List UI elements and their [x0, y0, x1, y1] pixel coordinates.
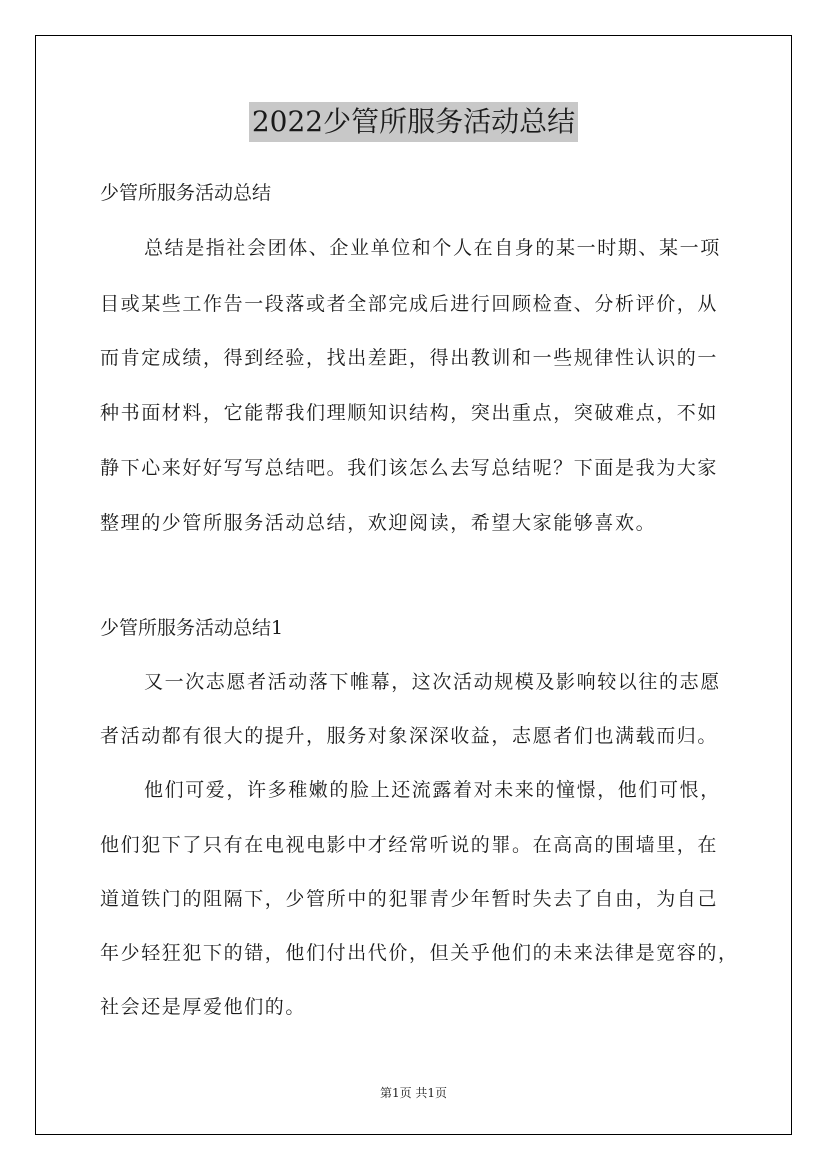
- section1-p1-line-2: 者活动都有很大的提升，服务对象深深收益，志愿者们也满载而归。: [100, 725, 719, 747]
- section1-heading: 少管所服务活动总结1: [100, 617, 284, 639]
- intro-line-4: 种书面材料，它能帮我们理顺知识结构，突出重点，突破难点，不如: [100, 402, 719, 424]
- section1-p2-line-3: 道道铁门的阻隔下，少管所中的犯罪青少年暂时失去了自由，为自己: [100, 888, 719, 910]
- intro-line-1: 总结是指社会团体、企业单位和个人在自身的某一时期、某一项: [144, 237, 721, 259]
- section1-p2-line-4: 年少轻狂犯下的错，他们付出代价，但关乎他们的未来法律是宽容的，: [100, 942, 739, 964]
- intro-line-6: 整理的少管所服务活动总结，欢迎阅读，希望大家能够喜欢。: [100, 512, 657, 534]
- section1-p2-line-1: 他们可爱，许多稚嫩的脸上还流露着对未来的憧憬，他们可恨，: [144, 779, 721, 801]
- section1-p1-line-1: 又一次志愿者活动落下帷幕，这次活动规模及影响较以往的志愿: [144, 671, 721, 693]
- page-footer: 第1页 共1页: [379, 1086, 448, 1100]
- section1-p2-line-2: 他们犯下了只有在电视电影中才经常听说的罪。在高高的围墙里，在: [100, 834, 719, 856]
- intro-line-5: 静下心来好好写写总结吧。我们该怎么去写总结呢？下面是我为大家: [100, 457, 719, 479]
- intro-line-2: 目或某些工作告一段落或者全部完成后进行回顾检查、分析评价，从: [100, 293, 719, 315]
- section1-p2-line-5: 社会还是厚爱他们的。: [100, 996, 307, 1018]
- document-subtitle: 少管所服务活动总结: [100, 182, 272, 204]
- title-container: [0, 102, 827, 142]
- intro-line-3: 而肯定成绩，得到经验，找出差距，得出教训和一些规律性认识的一: [100, 347, 719, 369]
- document-title: 2022少管所服务活动总结: [249, 102, 578, 142]
